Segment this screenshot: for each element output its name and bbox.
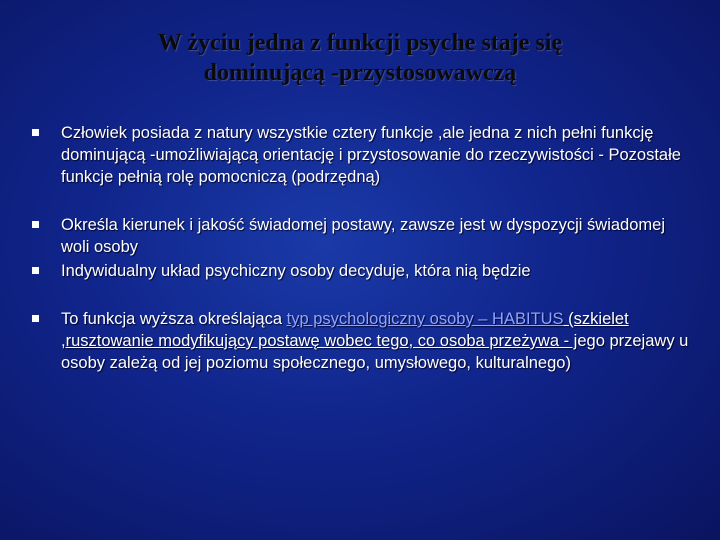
slide-title-line-2: dominującą -przystosowawczą: [203, 60, 517, 86]
slide-title: [60, 28, 660, 88]
bullet-item-1: [30, 122, 690, 188]
square-bullet-icon: [32, 315, 39, 322]
bullet-item-3: [30, 260, 690, 282]
bullet-text-4-end: ego przejawy u osoby zależą od jej poziomu społecznego, umysłowego, kulturalnego): [61, 332, 689, 372]
bullet-list: [30, 122, 690, 374]
bullet-item-2: [30, 214, 690, 258]
habitus-link-continued[interactable]: (szkielet ,rusztowanie modyfikujący postawę wobec tego, co osoba przeżywa - j: [61, 310, 629, 350]
square-bullet-icon: [32, 267, 39, 274]
square-bullet-icon: [32, 129, 39, 136]
bullet-text-2: Określa kierunek i jakość świadomej postawy, zawsze jest w dyspozycji świadomej woli osoby: [61, 216, 665, 256]
slide-title-line-1: W życiu jedna z funkcji psyche staje się: [157, 30, 563, 56]
bullet-item-4: [30, 308, 690, 374]
bullet-text-1: Człowiek posiada z natury wszystkie cztery funkcje ,ale jedna z nich pełni funkcję dominującą -umożliwiającą orientację i przystosowanie do rzeczywistości - Pozostałe funkcje pełnią rolę pomocniczą (podrzędną): [61, 124, 681, 186]
habitus-link[interactable]: typ psychologiczny osoby – HABITUS: [286, 310, 564, 328]
bullet-text-3: Indywidualny układ psychiczny osoby decyduje, która nią będzie: [61, 262, 531, 280]
bullet-text-4-start: To funkcja wyższa określająca: [61, 310, 287, 328]
square-bullet-icon: [32, 221, 39, 228]
